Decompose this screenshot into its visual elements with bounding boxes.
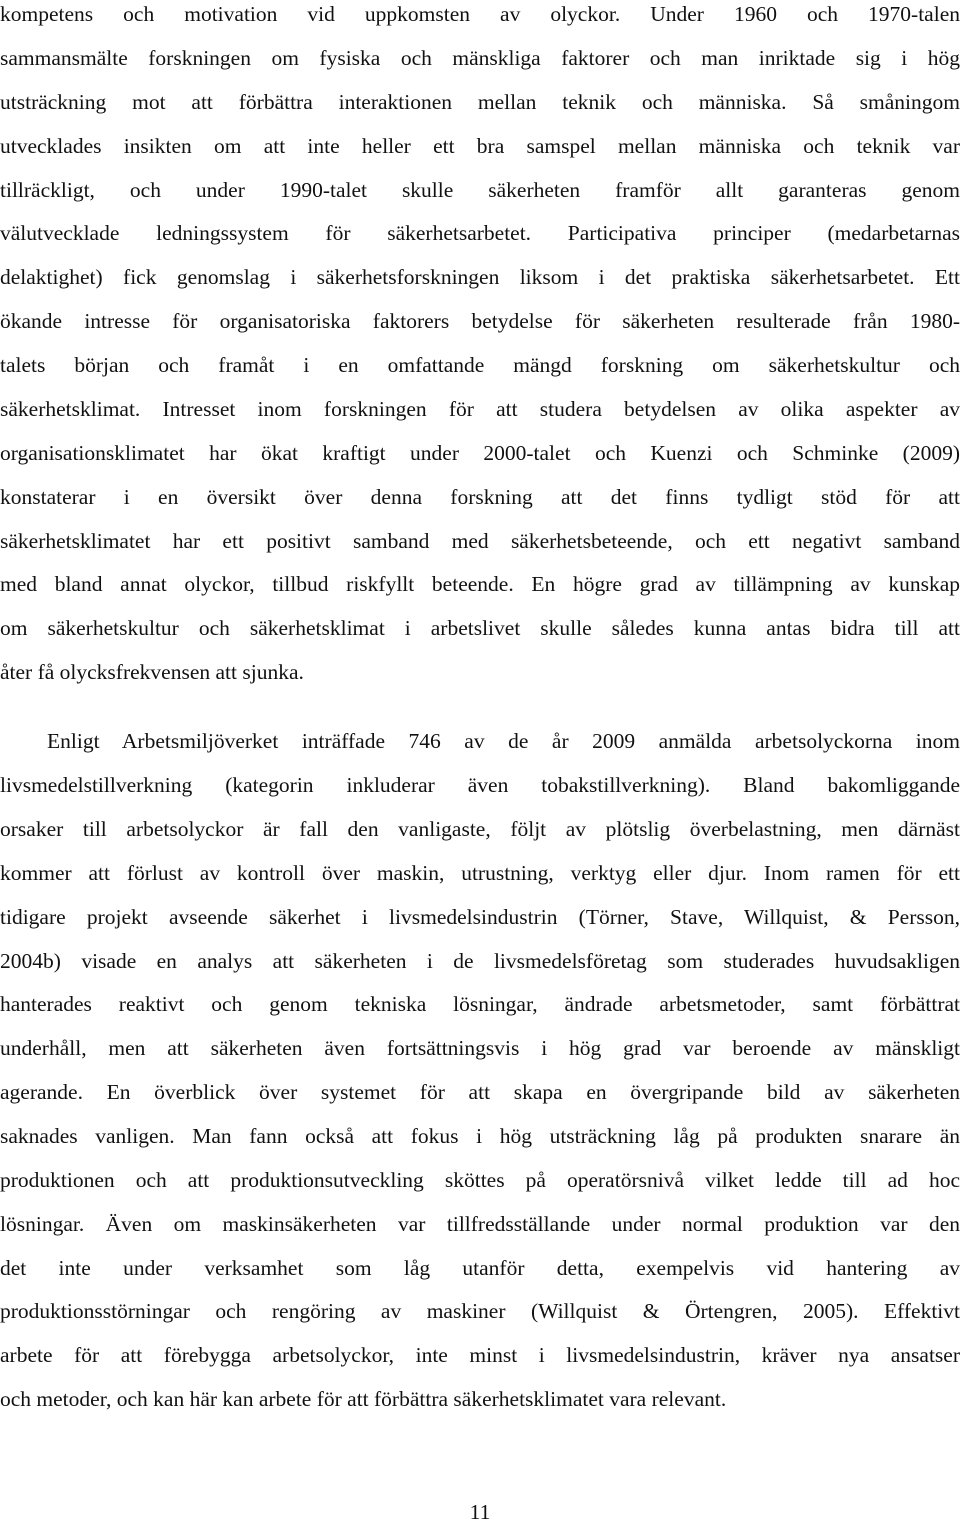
text-line: 2004b) visade en analys att säkerheten i de livsmedelsföretag som studerades huvudsakligen — [0, 949, 960, 973]
text-line: livsmedelstillverkning (kategorin inkluderar även tobakstillverkning). Bland bakomliggande — [0, 773, 960, 797]
text-line: åter få olycksfrekvensen att sjunka. — [0, 660, 304, 684]
text-line: tidigare projekt avseende säkerhet i livsmedelsindustrin (Törner, Stave, Willquist, & Persson, — [0, 905, 960, 929]
page-number: 11 — [469, 1500, 491, 1524]
text-line: Enligt Arbetsmiljöverket inträffade 746 av de år 2009 anmälda arbetsolyckorna inom — [47, 729, 960, 753]
text-line: det inte under verksamhet som låg utanför detta, exempelvis vid hantering av — [0, 1256, 960, 1280]
text-line: säkerhetsklimat. Intresset inom forskningen för att studera betydelsen av olika aspekter av — [0, 397, 960, 421]
text-line: om säkerhetskultur och säkerhetsklimat i arbetslivet skulle således kunna antas bidra till att — [0, 616, 960, 640]
text-line: ökande intresse för organisatoriska faktorers betydelse för säkerheten resulterade från 1980- — [0, 309, 960, 333]
text-line: underhåll, men att säkerheten även fortsättningsvis i hög grad var beroende av mänskligt — [0, 1036, 960, 1060]
text-line: kommer att förlust av kontroll över maskin, utrustning, verktyg eller djur. Inom ramen för ett — [0, 861, 960, 885]
text-line: med bland annat olyckor, tillbud riskfyllt beteende. En högre grad av tillämpning av kunskap — [0, 572, 960, 596]
text-line: och metoder, och kan här kan arbete för att förbättra säkerhetsklimatet vara relevant. — [0, 1387, 727, 1411]
text-line: tillräckligt, och under 1990-talet skulle säkerheten framför allt garanteras genom — [0, 178, 960, 202]
text-line: konstaterar i en översikt över denna forskning att det finns tydligt stöd för att — [0, 485, 960, 509]
text-line: utsträckning mot att förbättra interaktionen mellan teknik och människa. Så småningom — [0, 90, 960, 114]
text-line: välutvecklade ledningssystem för säkerhetsarbetet. Participativa principer (medarbetarnas — [0, 221, 960, 245]
text-line: hanterades reaktivt och genom tekniska lösningar, ändrade arbetsmetoder, samt förbättrat — [0, 992, 960, 1016]
text-line: orsaker till arbetsolyckor är fall den vanligaste, följt av plötslig överbelastning, men därnäst — [0, 817, 960, 841]
text-line: saknades vanligen. Man fann också att fokus i hög utsträckning låg på produkten snarare än — [0, 1124, 960, 1148]
text-line: talets början och framåt i en omfattande mängd forskning om säkerhetskultur och — [0, 353, 960, 377]
text-line: agerande. En överblick över systemet för att skapa en övergripande bild av säkerheten — [0, 1080, 960, 1104]
text-line: produktionen och att produktionsutveckling sköttes på operatörsnivå vilket ledde till ad hoc — [0, 1168, 960, 1192]
text-line: arbete för att förebygga arbetsolyckor, inte minst i livsmedelsindustrin, kräver nya ansatser — [0, 1343, 960, 1367]
text-line: kompetens och motivation vid uppkomsten av olyckor. Under 1960 och 1970-talen — [0, 2, 960, 26]
text-line: delaktighet) fick genomslag i säkerhetsforskningen liksom i det praktiska säkerhetsarbetet. Ett — [0, 265, 960, 289]
text-line: lösningar. Även om maskinsäkerheten var tillfredsställande under normal produktion var den — [0, 1212, 960, 1236]
text-line: säkerhetsklimatet har ett positivt samband med säkerhetsbeteende, och ett negativt samband — [0, 529, 960, 553]
text-line: utvecklades insikten om att inte heller ett bra samspel mellan människa och teknik var — [0, 134, 960, 158]
text-line: organisationsklimatet har ökat kraftigt under 2000-talet och Kuenzi och Schminke (2009) — [0, 441, 960, 465]
text-line: produktionsstörningar och rengöring av maskiner (Willquist & Örtengren, 2005). Effektivt — [0, 1299, 960, 1323]
text-line: sammansmälte forskningen om fysiska och mänskliga faktorer och man inriktade sig i hög — [0, 46, 960, 70]
